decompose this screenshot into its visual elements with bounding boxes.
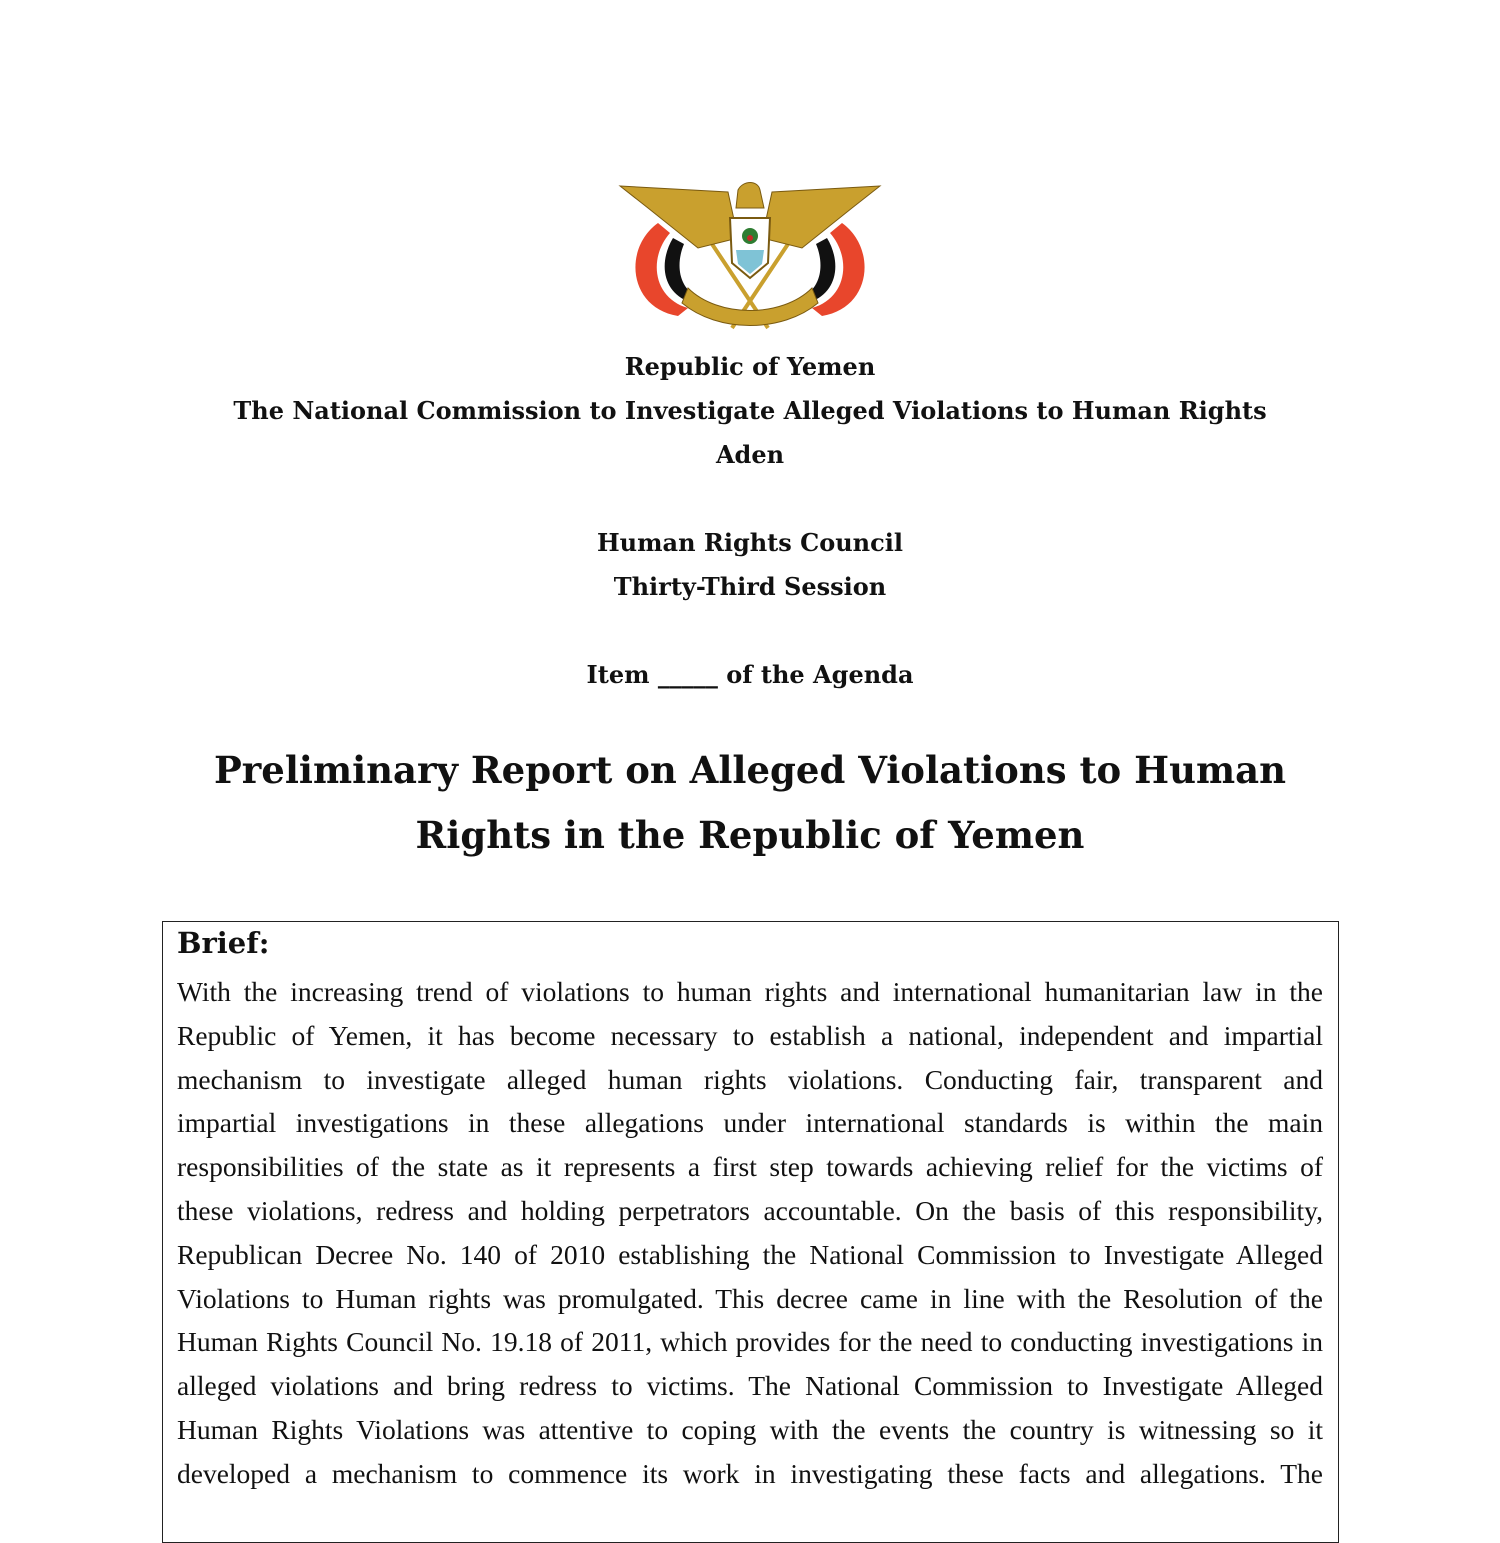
brief-text-line: Human Rights Violations was attentive to coping with the events the country is witnessing so it bbox=[177, 1414, 1323, 1445]
city-name: Aden bbox=[715, 440, 785, 469]
brief-text-line: alleged violations and bring redress to victims. The National Commission to Investigate Alleged bbox=[177, 1370, 1323, 1402]
brief-text-line: developed a mechanism to commence its work in investigating these facts and allegations. The bbox=[177, 1457, 1323, 1489]
brief-text-line: Republic of Yemen, it has become necessary to establish a national, independent and impartial bbox=[177, 1019, 1323, 1051]
brief-text-line: impartial investigations in these allegations under international standards is within the main bbox=[177, 1107, 1323, 1139]
brief-text-line: Human Rights Council No. 19.18 of 2011, which provides for the need to conducting investigations in bbox=[177, 1326, 1323, 1358]
brief-text-line: Republican Decree No. 140 of 2010 establishing the National Commission to Investigate Alleged bbox=[177, 1238, 1323, 1270]
brief-heading: Brief: bbox=[177, 926, 270, 960]
yemen-emblem-logo bbox=[618, 178, 882, 334]
brief-text-line: these violations, redress and holding perpetrators accountable. On the basis of this responsibility, bbox=[177, 1195, 1323, 1226]
country-name: Republic of Yemen bbox=[624, 352, 876, 381]
brief-text-line: With the increasing trend of violations to human rights and international humanitarian law in the bbox=[177, 976, 1323, 1007]
brief-text-line: Violations to Human rights was promulgated. This decree came in line with the Resolution of the bbox=[177, 1282, 1323, 1314]
session-name: Thirty-Third Session bbox=[613, 572, 887, 601]
council-name: Human Rights Council bbox=[597, 528, 903, 557]
report-title-line-1: Preliminary Report on Alleged Violations to Human bbox=[213, 748, 1286, 792]
brief-box bbox=[162, 921, 1339, 1543]
report-title-line-2: Rights in the Republic of Yemen bbox=[415, 813, 1085, 857]
commission-name: The National Commission to Investigate Alleged Violations to Human Rights bbox=[233, 396, 1267, 425]
brief-text-line: responsibilities of the state as it represents a first step towards achieving relief for the victims of bbox=[177, 1151, 1323, 1183]
agenda-item: Item _____ of the Agenda bbox=[586, 660, 914, 689]
brief-text-line: mechanism to investigate alleged human rights violations. Conducting fair, transparent and bbox=[177, 1063, 1323, 1095]
